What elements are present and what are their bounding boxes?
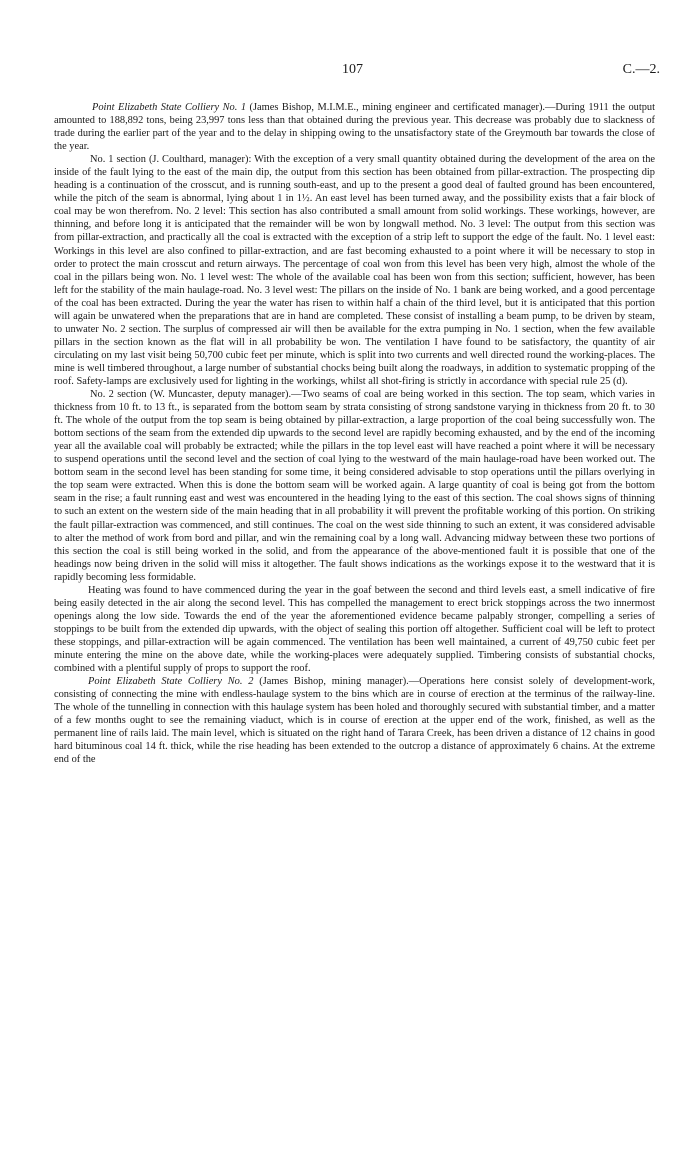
page-header xyxy=(0,62,700,82)
paragraph-colliery-no1-intro xyxy=(54,101,655,153)
page-number: 107 xyxy=(342,62,363,77)
paragraph-text: Heating was found to have commenced during the year in the goaf between the second and third levels east, a smell indicative of fire being easily detected in the air along the second level. This has compelled the management to erect brick stoppings across the two innermost openings along the low side. Towards the end of the year the aforementioned evidence became palpably stronger, compelling a series of stoppings to be built from the extended dip upwards, with the object of sealing this portion off altogether. Sufficient coal will be left to protect these stoppings, and pillar-extraction will be again commenced. The ventilation has been well maintained, a current of 49,750 cubic feet per minute entering the mine on the above date, while the working-places were adequately supplied. Timbering consists of substantial chocks, combined with a plentiful supply of props to support the roof. xyxy=(54,584,655,675)
document-reference: C.—2. xyxy=(622,62,660,77)
paragraph-text: (James Bishop, M.I.M.E., mining engineer and certificated manager).—During 1911 the output amounted to 188,892 tons, being 23,997 tons less than that obtained during the previous year. This decrease was probably due to slackness of trade during the earlier part of the year and to the delay in shipping owing to the unsatisfactory state of the Greymouth bar towards the close of the year. xyxy=(54,102,656,153)
paragraph-text: (James Bishop, mining manager).—Operations here consist solely of development-work, consisting of connecting the mine with endless-haulage system to the bins which are in course of erection at the terminus of the railway-line. The whole of the tunnelling in connection with this haulage system has been holed and thoroughly secured with substantial timber, and a matter of a few months ought to see the remaining viaduct, which is in course of erection at the upper end of the work, finished, as well as the permanent line of rails laid. The main level, which is situated on the right hand of Tarara Creek, has been driven a distance of 12 chains in good hard bituminous coal 14 ft. thick, while the rise heading has been extended to the outcrop a distance of approximately 6 chains. At the extreme end of the xyxy=(54,676,655,766)
paragraph-colliery-no2 xyxy=(54,675,655,766)
paragraph-no1-section xyxy=(54,153,655,388)
report-body xyxy=(54,101,655,766)
colliery-no1-heading: Point Elizabeth State Colliery No. 1 xyxy=(92,102,247,113)
paragraph-text: No. 1 section (J. Coulthard, manager): With the exception of a very small quantity obtained during the development of the area on the inside of the fault lying to the east of the main dip, the output from this section has been obtained from pillar-extraction. The prospecting dip heading is a continuation of the crosscut, and is running south-east, and up to the present a good deal of faulted ground has been encountered, while the pitch of the seam is abnormal, lying about 1 in 1½. An east level has been turned away, and the possibility exists that a fair block of coal may be won therefrom. No. 2 level: This section has also contributed a small amount from solid workings. These workings, however, are thinning, and before long it is anticipated that the remainder will be won by longwall method. No. 3 level: The output from this section was from pillar-extraction, and practically all the coal is extracted with the exception of a strip left to support the edge of the fault. No. 1 level east: Workings in this level are also confined to pillar-extraction, and are fast becoming exhausted to a point where it will be necessary to stop in order to protect the main crosscut and return airways. The percentage of coal won from this level has been very high, almost the whole of the coal in the pillars being won. No. 1 level west: The whole of the available coal has been won from this section; sufficient, however, has been left for the stability of the main haulage-road. No. 3 level west: The pillars on the inside of No. 1 bank are being worked, and a good percentage of the coal has been extracted. During the year the water has risen to within half a chain of the third level, but it is anticipated that this portion will again be unwatered when the preparations that are in hand are completed. These consist of installing a beam pump, to be driven by steam, to unwater No. 2 section. The surplus of compressed air will then be available for the extra pumping in No. 1 section, when the few available pillars in the section known as the flat will in all probability be won. The ventilation I have found to be satisfactory, the quantity of air circulating on my last visit being 50,700 cubic feet per minute, which is split into two currents and well directed round the working-places. The mine is well timbered throughout, a large number of substantial chocks being built along the roadways, in addition to systematic propping of the roof. Safety-lamps are exclusively used for lighting in the workings, whilst all shot-firing is strictly in accordance with special rule 25 (d). xyxy=(54,154,655,387)
paragraph-heating xyxy=(54,584,655,675)
paragraph-text: No. 2 section (W. Muncaster, deputy manager).—Two seams of coal are being worked in this section. The top seam, which varies in thickness from 10 ft. to 13 ft., is separated from the bottom seam by strata consisting of strong sandstone varying in thickness from 20 ft. to 30 ft. The whole of the output from the top seam is being obtained by pillar-extraction, a large proportion of the coal being successfully won. The bottom sections of the seam from the extended dip upwards to the second level are rapidly becoming exhausted, and by the end of the incoming year all the available coal will probably be extracted; while the pillars in the top level east will have reached a point where it will be necessary to suspend operations until the second level and the section of coal lying to the westward of the main haulage-road have been worked out. The bottom seam in the second level has been standing for some time, it being considered advisable to stop operations until the pillars overlying in the top seam were extracted. When this is done the bottom seam will be worked again. A large quantity of coal is being got from the bottom seam in the rise; a fault running east and west was encountered in the heading lying to the east of this section. The coal shows signs of thinning to such an extent on the western side of the main heading that in all probability it will prevent the profitable working of this portion. On striking the fault pillar-extraction was commenced, and still continues. The coal on the west side thinning to such an extent, it was considered advisable to alter the method of work from bord and pillar, and win the remaining coal by a long wall. Advancing midway between these two portions of this section the coal is still being worked in the solid, and from the appearance of the above-mentioned fault it is possible that one of the headings now being driven in the solid will miss it altogether. The fault shows indications as the workings expose it to the westward that it is rapidly becoming less formidable. xyxy=(54,389,655,583)
colliery-no2-heading: Point Elizabeth State Colliery No. 2 xyxy=(88,676,254,688)
paragraph-no2-section xyxy=(54,388,655,584)
